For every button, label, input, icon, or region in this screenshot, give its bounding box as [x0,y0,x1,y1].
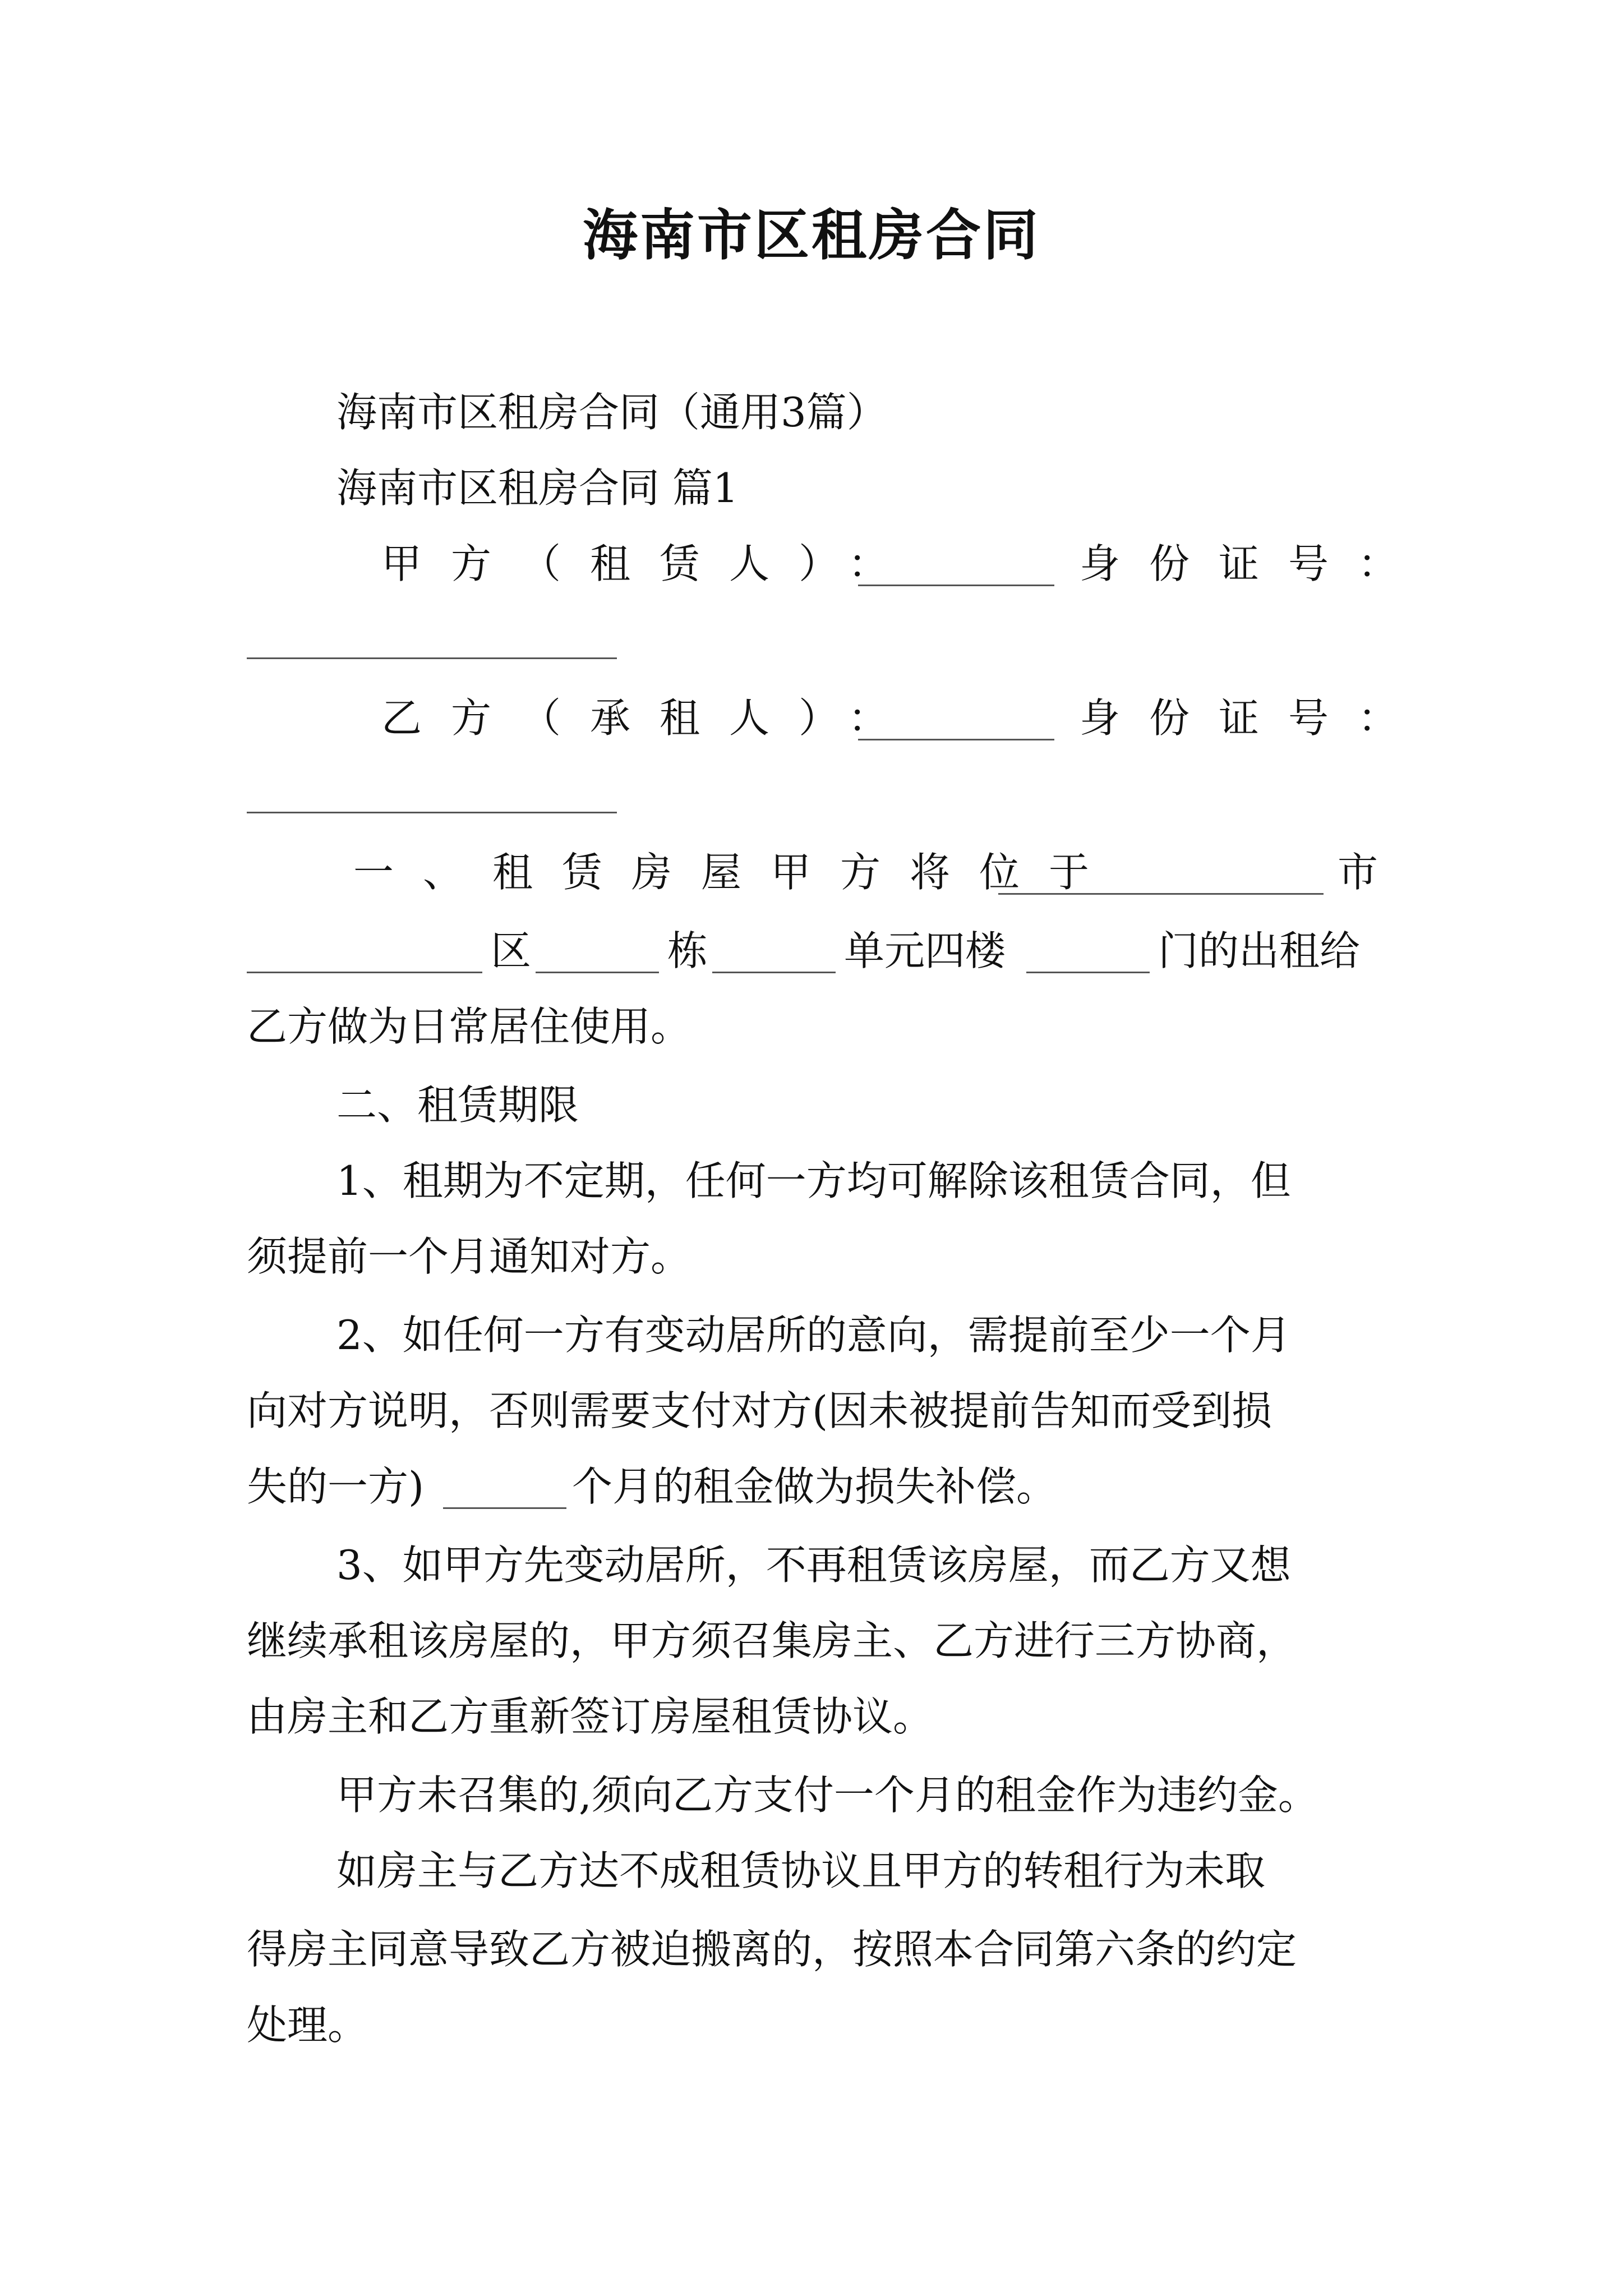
clause1-text: 乙方做为日常居住使用。 [247,1003,691,1050]
item2-months-blank [443,1507,566,1509]
item2-text-1: 2、如任何一方有变动居所的意向，需提前至少一个月 [336,1312,1291,1359]
clause1-unit-blank [712,972,836,973]
item3-text-2: 继续承租该房屋的，甲方须召集房主、乙方进行三方协商， [247,1617,1297,1664]
final-text-1: 如房主与乙方达不成租赁协议且甲方的转租行为未取 [336,1847,1266,1894]
clause1-city: 市 [1338,849,1378,896]
clause1-unit: 单元四楼 [844,927,1006,974]
clause1-prefix: 一、租赁房屋甲方将位于 [353,849,1119,896]
final-text-3: 处理。 [247,2001,368,2049]
clause1-district-blank [247,972,482,973]
item3-text-3: 由房主和乙方重新签订房屋租赁协议。 [247,1693,934,1740]
party-b-id-blank [247,812,617,813]
party-a-id-blank [247,657,617,659]
party-b-id-label: 身份证号： [1080,694,1428,742]
document-title: 海南市区租房合同 [582,203,1040,268]
clause1-city-blank [998,893,1324,895]
party-b-label: 乙方（承租人）： [381,694,918,742]
item2-text-3a: 失的一方) [247,1463,425,1510]
part-heading: 海南市区租房合同 篇1 [336,464,739,512]
item2-text-2: 向对方说明，否则需要支付对方(因未被提前告知而受到损 [247,1387,1272,1434]
item3-text-1: 3、如甲方先变动居所，不再租赁该房屋，而乙方又想 [336,1542,1291,1589]
party-a-name-blank [858,585,1054,586]
item1-text-1: 1、租期为不定期，任何一方均可解除该租赁合同，但 [336,1157,1291,1204]
party-a-label: 甲方（租赁人）： [381,540,918,587]
item1-text-2: 须提前一个月通知对方。 [247,1233,691,1280]
clause1-door-blank [1026,972,1150,973]
item2-text-3b: 个月的租金做为损失补偿。 [572,1463,1057,1510]
final-text-2: 得房主同意导致乙方被迫搬离的，按照本合同第六条的约定 [247,1926,1297,1973]
subtitle: 海南市区租房合同（通用3篇） [336,389,887,436]
penalty-text: 甲方未召集的,须向乙方支付一个月的租金作为违约金。 [336,1772,1318,1819]
clause2-heading: 二、租赁期限 [336,1082,579,1129]
clause1-building: 栋 [667,927,708,974]
clause1-door: 门的出租给 [1158,927,1361,974]
clause1-district: 区 [491,927,532,974]
clause1-building-blank [536,972,659,973]
party-b-name-blank [858,739,1054,740]
party-a-id-label: 身份证号： [1080,540,1428,587]
